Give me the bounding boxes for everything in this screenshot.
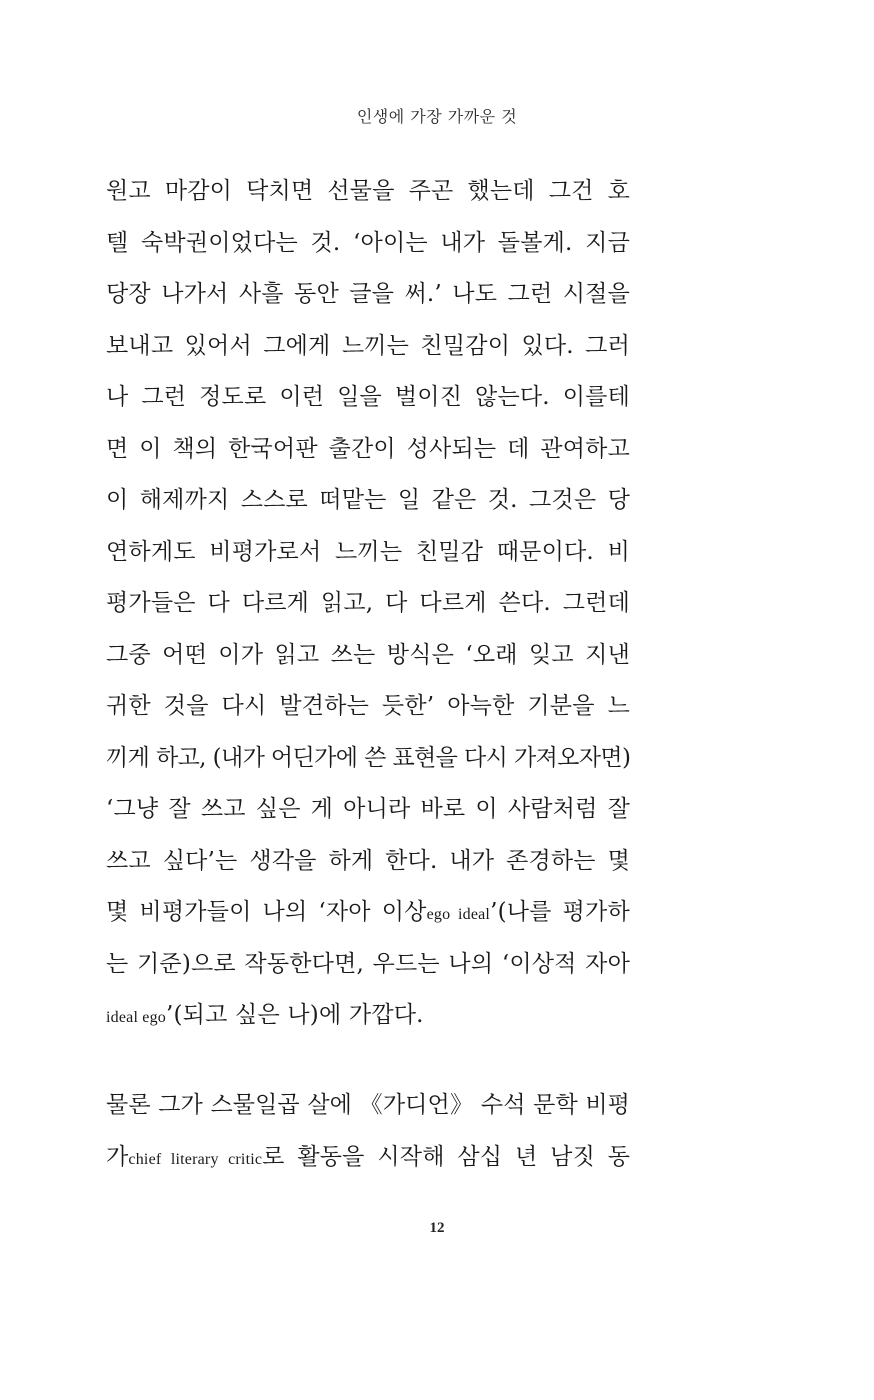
text-segment: ’(나를 평가하 [490, 899, 630, 925]
page-number: 12 [429, 1220, 445, 1236]
text-line: 텔 숙박권이었다는 것. ‘아이는 내가 돌볼게. 지금 [106, 229, 630, 256]
running-head: 인생에 가장 가까운 것 [356, 107, 518, 126]
text-line: 쓰고 싶다’는 생각을 하게 한다. 내가 존경하는 몇 [106, 847, 630, 874]
english-term: ego ideal [426, 906, 491, 923]
body-paragraph-2 [106, 1080, 630, 1183]
text-segment: 로 활동을 시작해 삼십 년 남짓 동 [262, 1143, 631, 1170]
text-line: 원고 마감이 닥치면 선물을 주곤 했는데 그건 호 [106, 178, 630, 204]
text-line: 평가들은 다 다르게 읽고, 다 다르게 쓴다. 그런데 [106, 590, 630, 616]
text-segment: 가 [106, 1143, 129, 1170]
text-line: 끼게 하고, (내가 어딘가에 쓴 표현을 다시 가져오자면) [106, 744, 631, 771]
text-line: 이 해제까지 스스로 떠맡는 일 같은 것. 그것은 당 [106, 487, 630, 513]
text-line: 당장 나가서 사흘 동안 글을 써.’ 나도 그런 시절을 [106, 281, 630, 307]
english-term: ideal ego [106, 1009, 166, 1026]
text-line: 귀한 것을 다시 발견하는 듯한’ 아늑한 기분을 느 [106, 693, 630, 719]
text-line: 물론 그가 스물일곱 살에 《가디언》 수석 문학 비평 [106, 1092, 630, 1118]
english-term: chief literary critic [128, 1150, 263, 1168]
text-segment: ’(되고 싶은 나)에 가깝다. [166, 1002, 424, 1028]
text-line: 그중 어떤 이가 읽고 쓰는 방식은 ‘오래 잊고 지낸 [106, 641, 630, 668]
text-line: 보내고 있어서 그에게 느끼는 친밀감이 있다. 그러 [106, 332, 630, 359]
text-line: 는 기준)으로 작동한다면, 우드는 나의 ‘이상적 자아 [106, 950, 630, 977]
text-line [106, 990, 630, 1042]
text-line [106, 1132, 630, 1184]
text-line: 연하게도 비평가로서 느끼는 친밀감 때문이다. 비 [106, 538, 630, 565]
text-line: ‘그냥 잘 쓰고 싶은 게 아니라 바로 이 사람처럼 잘 [106, 796, 630, 822]
text-line: 면 이 책의 한국어판 출간이 성사되는 데 관여하고 [106, 435, 630, 462]
text-segment: 몇 비평가들이 나의 ‘자아 이상 [106, 899, 427, 925]
text-line: 나 그런 정도로 이런 일을 벌이진 않는다. 이를테 [106, 384, 630, 410]
body-paragraph-1 [106, 166, 630, 1042]
text-line [106, 887, 630, 939]
